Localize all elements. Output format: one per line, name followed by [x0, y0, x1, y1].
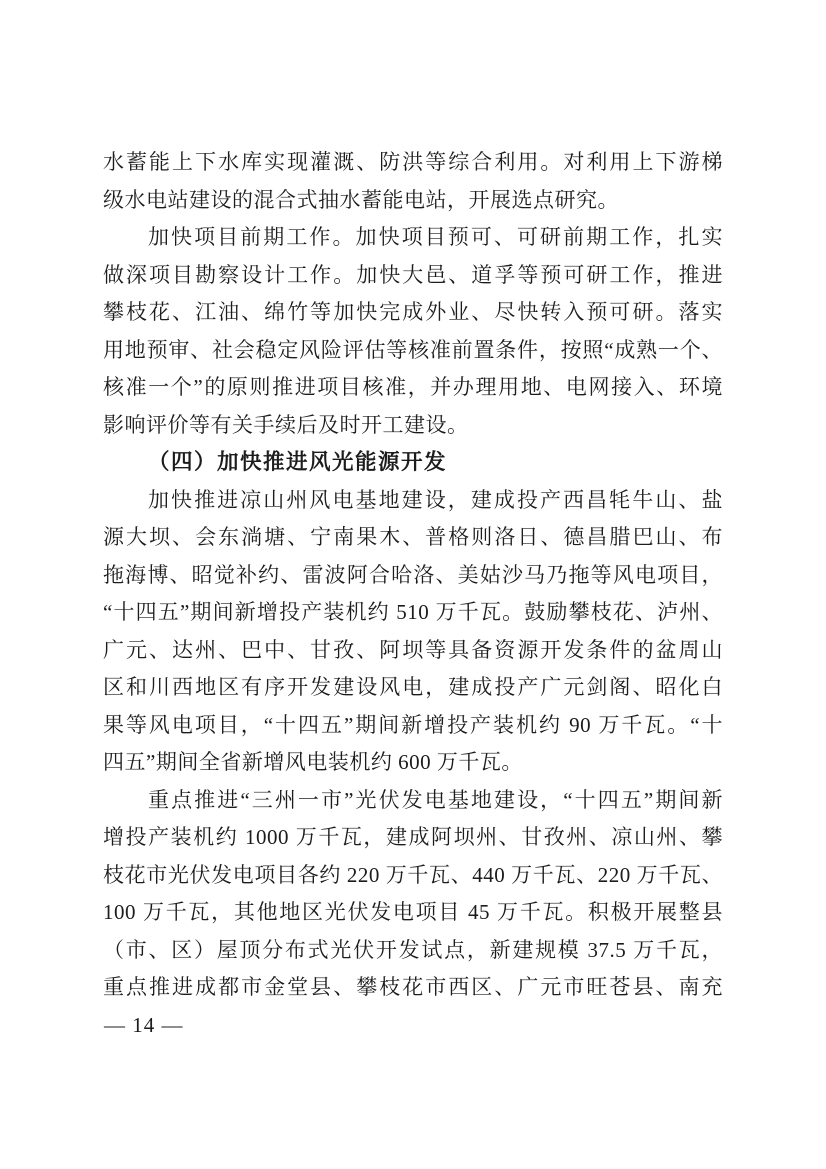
text-line: 源大坝、会东淌塘、宁南果木、普格则洛日、德昌腊巴山、布: [103, 525, 723, 549]
text-line: 增投产装机约 1000 万千瓦，建成阿坝州、甘孜州、凉山州、攀: [103, 825, 723, 849]
text-line: 区和川西地区有序开发建设风电，建成投产广元剑阁、昭化白: [103, 675, 723, 699]
text-line: 影响评价等有关手续后及时开工建设。: [103, 412, 469, 437]
text-line: 水蓄能上下水库实现灌溉、防洪等综合利用。对利用上下游梯: [103, 150, 723, 174]
text-line: 拖海博、昭觉补约、雷波阿合哈洛、美姑沙马乃拖等风电项目，: [103, 562, 723, 587]
text-line: 做深项目勘察设计工作。加快大邑、道孚等预可研工作，推进: [103, 262, 723, 287]
text-line: 攀枝花、江油、绵竹等加快完成外业、尽快转入预可研。落实: [103, 300, 723, 324]
text-line: 果等风电项目，“十四五”期间新增投产装机约 90 万千瓦。“十: [103, 712, 723, 737]
text-line: 核准一个”的原则推进项目核准，并办理用地、电网接入、环境: [103, 375, 723, 399]
text-line: 四五”期间全省新增风电装机约 600 万千瓦。: [103, 750, 523, 774]
text-line: 广元、达州、巴中、甘孜、阿坝等具备资源开发条件的盆周山: [103, 637, 723, 662]
text-line: 级水电站建设的混合式抽水蓄能电站，开展选点研究。: [103, 187, 619, 212]
text-line: “十四五”期间新增投产装机约 510 万千瓦。鼓励攀枝花、泸州、: [103, 600, 723, 624]
page-number: — 14 —: [104, 1013, 184, 1037]
text-line: 加快项目前期工作。加快项目预可、可研前期工作，扎实: [148, 225, 723, 249]
text-line: （市、区）屋顶分布式光伏开发试点，新建规模 37.5 万千瓦，: [103, 937, 723, 962]
text-line: 加快推进凉山州风电基地建设，建成投产西昌牦牛山、盐: [148, 487, 723, 512]
text-line: 用地预审、社会稳定风险评估等核准前置条件，按照“成熟一个、: [103, 337, 723, 362]
document-body: [103, 144, 723, 1007]
section-heading: （四）加快推进风光能源开发: [148, 450, 448, 474]
text-line: 重点推进成都市金堂县、攀枝花市西区、广元市旺苍县、南充: [103, 975, 723, 999]
text-line: 100 万千瓦，其他地区光伏发电项目 45 万千瓦。积极开展整县: [103, 900, 723, 924]
text-line: 枝花市光伏发电项目各约 220 万千瓦、440 万千瓦、220 万千瓦、: [103, 862, 723, 887]
text-line: 重点推进“三州一市”光伏发电基地建设，“十四五”期间新: [148, 787, 723, 812]
